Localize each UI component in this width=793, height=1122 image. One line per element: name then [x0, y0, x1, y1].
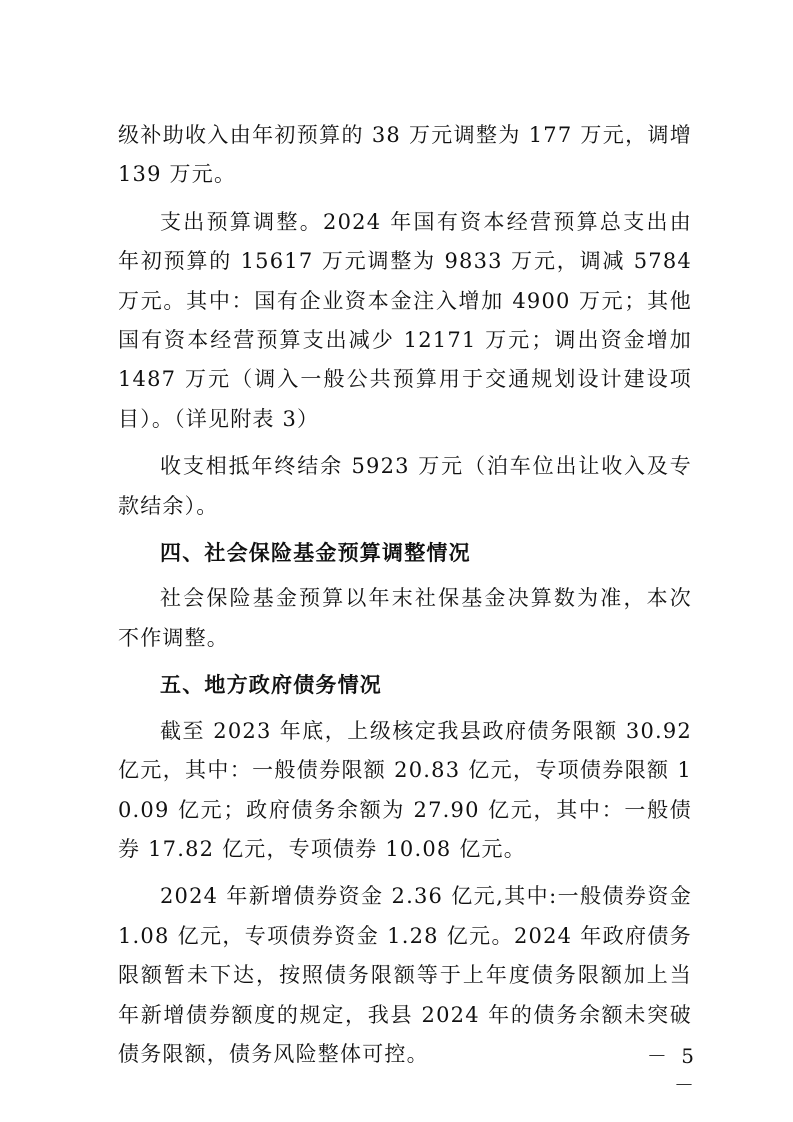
paragraph-new-bonds-2024: 2024 年新增债券资金 2.36 亿元,其中:一般债券资金 1.08 亿元，专项债券资金 1.28 亿元。2024 年政府债务限额暂未下达，按照债务限额等于上年度债务限额加上当年新增债券额度的规定，我县 2024 年的债务余额未突破债务限额，债务风险整体可控。 — [118, 884, 692, 1066]
paragraph-expenditure-adjustment: 支出预算调整。2024 年国有资本经营预算总支出由年初预算的 15617 万元调整为 9833 万元，调减 5784 万元。其中：国有企业资本金注入增加 4900 万元；其他国有资本经营预算支出减少 12171 万元；调出资金增加 1487 万元（调入一般公共预算用于交通规划设计建设项目）。（详见附表 3） — [118, 209, 692, 431]
page-number: － 5 － — [646, 1044, 698, 1097]
paragraph-income-adjustment-continued: 级补助收入由年初预算的 38 万元调整为 177 万元，调增 139 万元。 — [118, 123, 692, 187]
paragraph-debt-limit-2023: 截至 2023 年底，上级核定我县政府债务限额 30.92 亿元，其中：一般债券限额 20.83 亿元，专项债券限额 10.09 亿元；政府债务余额为 27.90 亿元，其中：一般债券 17.82 亿元，专项债券 10.08 亿元。 — [118, 718, 692, 861]
paragraph-year-end-balance: 收支相抵年终结余 5923 万元（泊车位出让收入及专款结余）。 — [118, 454, 692, 518]
section-heading-social-insurance: 四、社会保险基金预算调整情况 — [160, 541, 471, 566]
document-body — [118, 116, 692, 1074]
section-heading-government-debt: 五、地方政府债务情况 — [160, 673, 382, 698]
paragraph-social-insurance: 社会保险基金预算以年末社保基金决算数为准，本次不作调整。 — [118, 586, 692, 650]
